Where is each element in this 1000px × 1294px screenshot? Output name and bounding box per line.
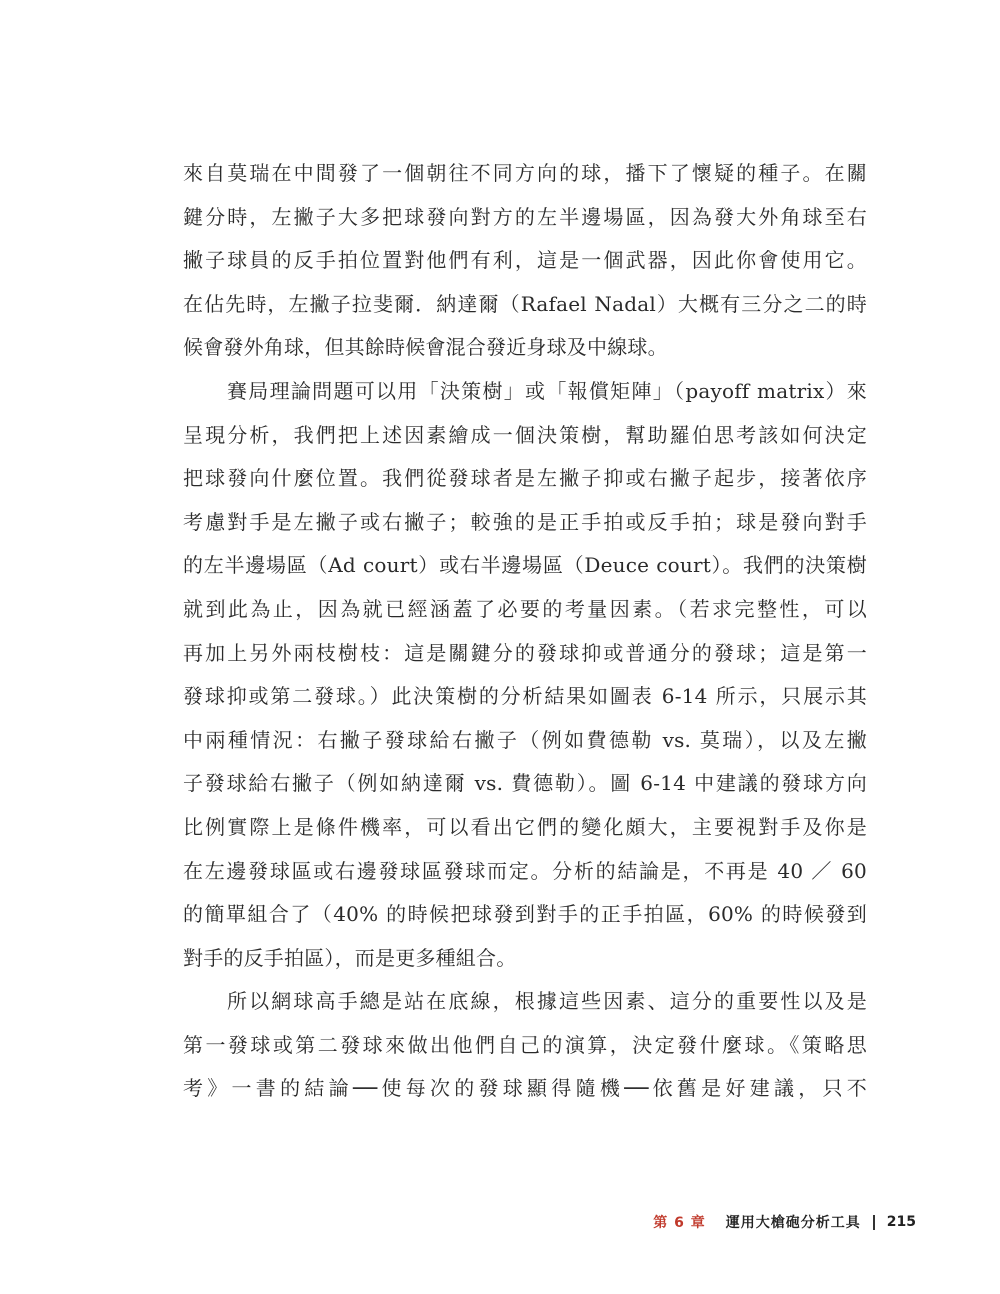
- text-line: 考慮對手是左撇子或右撇子；較強的是正手拍或反手拍；球是發向對手: [183, 509, 867, 534]
- text-line: 對手的反手拍區），而是更多種組合。: [183, 945, 517, 970]
- text-line: 考》一書的結論──使每次的發球顯得隨機──依舊是好建議，只不: [183, 1076, 867, 1101]
- text-line: 鍵分時，左撇子大多把球發向對方的左半邊場區，因為發大外角球至右: [183, 204, 867, 229]
- text-line: 中兩種情況：右撇子發球給右撇子（例如費德勒 vs. 莫瑞），以及左撇: [183, 727, 867, 752]
- chapter-title: 運用大槍砲分析工具: [725, 1215, 861, 1231]
- text-line: 第一發球或第二發球來做出他們自己的演算，決定發什麼球。《策略思: [183, 1032, 867, 1057]
- text-line: 的左半邊場區（Ad court）或右半邊場區（Deuce court）。我們的決策樹: [183, 553, 867, 578]
- text-line: 的簡單組合了（40% 的時候把球發到對手的正手拍區，60% 的時候發到: [183, 902, 867, 927]
- text-line: 撇子球員的反手拍位置對他們有利，這是一個武器，因此你會使用它。: [183, 248, 867, 273]
- paragraph-3: [183, 980, 867, 1111]
- text-line: 把球發向什麼位置。我們從發球者是左撇子抑或右撇子起步，接著依序: [183, 466, 867, 491]
- text-line: 呈現分析，我們把上述因素繪成一個決策樹，幫助羅伯思考該如何決定: [183, 422, 867, 447]
- text-line: 在左邊發球區或右邊發球區發球而定。分析的結論是，不再是 40 ／ 60: [183, 858, 867, 883]
- text-line: 來自莫瑞在中間發了一個朝往不同方向的球，播下了懷疑的種子。在關: [183, 161, 867, 185]
- paragraph-2: [183, 370, 867, 980]
- text-line: 候會發外角球，但其餘時候會混合發近身球及中線球。: [183, 335, 668, 360]
- text-line: 就到此為止，因為就已經涵蓋了必要的考量因素。（若求完整性，可以: [183, 596, 867, 621]
- body-text: [183, 152, 867, 1111]
- footer-divider: [873, 1215, 875, 1230]
- text-line: 再加上另外兩枝樹枝：這是關鍵分的發球抑或普通分的發球；這是第一: [183, 640, 867, 665]
- text-line: 在佔先時，左撇子拉斐爾．納達爾（Rafael Nadal）大概有三分之二的時: [183, 291, 867, 316]
- chapter-label: 第 6 章: [653, 1215, 706, 1231]
- text-line: 子發球給右撇子（例如納達爾 vs. 費德勒）。圖 6-14 中建議的發球方向: [183, 771, 867, 796]
- text-line: 比例實際上是條件機率，可以看出它們的變化頗大，主要視對手及你是: [183, 814, 867, 839]
- text-line: 所以網球高手總是站在底線，根據這些因素、這分的重要性以及是: [227, 989, 867, 1014]
- page-number: 215: [886, 1214, 916, 1230]
- page-footer: [653, 1212, 916, 1232]
- text-line: 賽局理論問題可以用「決策樹」或「報償矩陣」（payoff matrix）來: [227, 378, 867, 403]
- paragraph-1: [183, 152, 867, 370]
- text-line: 發球抑或第二發球。）此決策樹的分析結果如圖表 6-14 所示，只展示其: [183, 684, 867, 709]
